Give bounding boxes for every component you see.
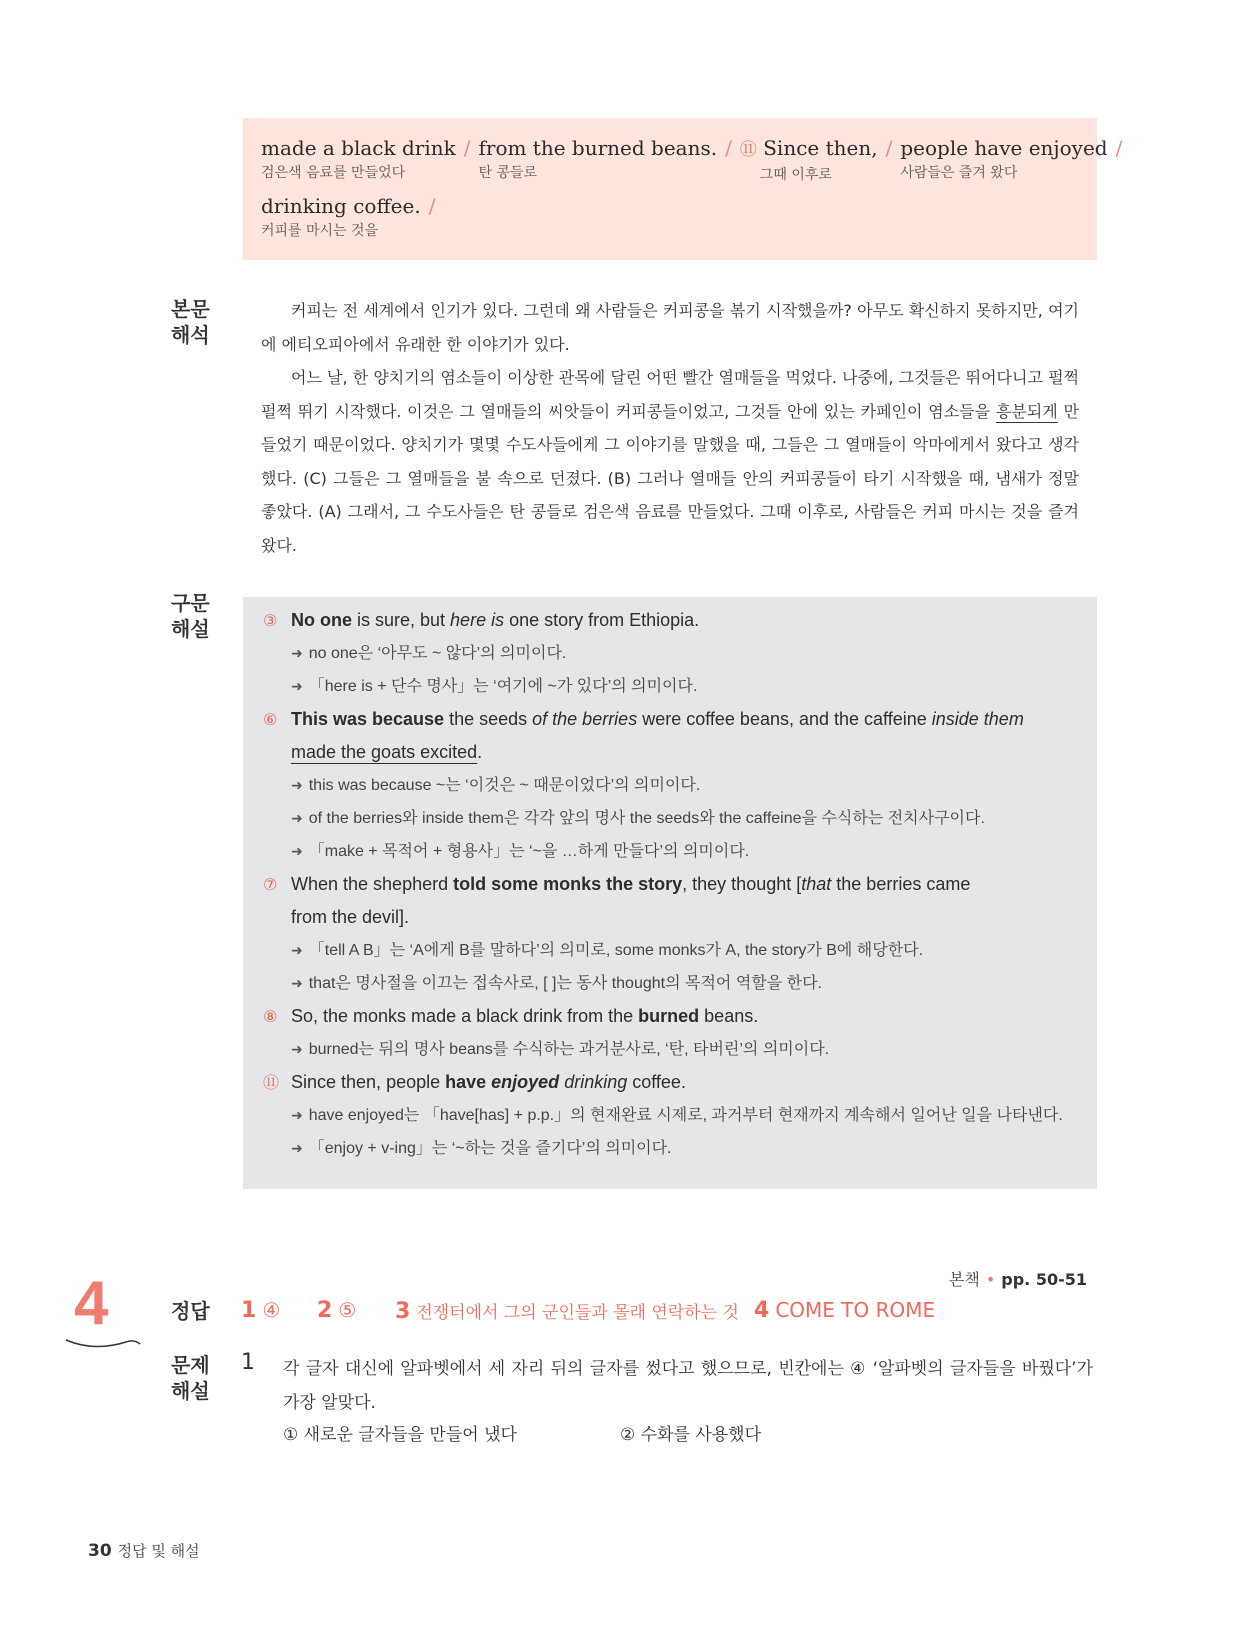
grammar-note: ➜ no one은 ‘아무도 ~ 않다’의 의미이다. <box>291 645 567 662</box>
arrow-icon: ➜ <box>291 942 303 958</box>
page-reference: 본책 • pp. 50-51 <box>948 1270 1087 1289</box>
chunk-1-en: made a black drink <box>261 136 456 160</box>
slash-mark: / <box>463 136 471 160</box>
footer-title: 정답 및 해설 <box>117 1542 200 1560</box>
answer-2: 2 ⑤ <box>317 1298 357 1323</box>
sentence-number: ⑥ <box>263 710 278 729</box>
sentence-number: ⑦ <box>263 875 278 894</box>
chunk-translation-box <box>243 118 1123 260</box>
problem-label-line1: 문제 <box>171 1353 210 1377</box>
bonmun-label-line2: 해석 <box>171 323 210 347</box>
gumun-label-line2: 해설 <box>171 617 210 641</box>
grammar-item-7: ⑦ When the shepherd told some monks the story, they thought [that the berries came from the devil]. <box>263 868 1083 934</box>
slash-mark: / <box>428 194 436 218</box>
translation-paragraph-2: 어느 날, 한 양치기의 염소들이 이상한 관목에 달린 어떤 빨간 열매들을 먹었다. 나중에, 그것들은 뛰어다니고 펄쩍펄쩍 뛰기 시작했다. 이것은 그 열매들의 씨앗들이 커피콩들이었고, 그것들 안에 있는 카페인이 염소들을 흥분되게 만들었기 때문이었다. 양치기가 몇몇 수도사들에게 그 이야기를 말했을 때, 그들은 그 열매들이 악마에게서 왔다고 생각했다. (C) 그들은 그 열매들을 불 속으로 던졌다. (B) 그러나 열매들 안의 커피콩들이 타기 시작했을 때, 냄새가 정말 좋았다. (A) 그래서, 그 수도사들은 탄 콩들로 검은색 음료를 만들었다. 그때 이후로, 사람들은 커피 마시는 것을 즐겨 왔다. <box>261 368 1079 555</box>
arrow-icon: ➜ <box>291 1140 303 1156</box>
chunk-4-ko: 사람들은 즐겨 왔다 <box>900 165 1018 181</box>
underlined-phrase: 흥분되게 <box>995 401 1058 421</box>
arrow-icon: ➜ <box>291 678 303 694</box>
answer-1: 1 ④ <box>241 1298 281 1323</box>
chunk-4 <box>900 134 1130 186</box>
answer-4: 4 COME TO ROME <box>754 1298 936 1323</box>
gumun-label <box>171 590 210 642</box>
bonmun-label <box>171 296 210 348</box>
chunk-1-ko: 검은색 음료를 만들었다 <box>261 165 406 181</box>
question-number: 1 <box>241 1350 255 1375</box>
question-1-explanation: 각 글자 대신에 알파벳에서 세 자리 뒤의 글자를 썼다고 했으므로, 빈칸에는 ④ ‘알파벳의 글자들을 바꿨다’가 가장 알맞다. <box>283 1359 1093 1413</box>
sentence-number: ③ <box>263 611 278 630</box>
grammar-item-11: ⑪ Since then, people have enjoyed drinking coffee. <box>263 1066 1083 1099</box>
grammar-note: ➜ have enjoyed는 「have[has] + p.p.」의 현재완료 시제로, 과거부터 현재까지 계속해서 일어난 일을 나타낸다. <box>291 1107 1063 1124</box>
problem-label <box>171 1352 210 1404</box>
chunk-5-en: drinking coffee. <box>261 194 421 218</box>
arrow-icon: ➜ <box>291 1041 303 1057</box>
grammar-item-3: ③ No one is sure, but here is one story from Ethiopia. <box>263 604 1083 637</box>
grammar-note: ➜ that은 명사절을 이끄는 접속사로, [ ]는 동사 thought의 목적어 역할을 한다. <box>291 975 822 992</box>
chunk-2-ko: 탄 콩들로 <box>478 165 538 181</box>
chunk-5 <box>261 192 443 242</box>
grammar-notes-box <box>243 597 1097 1189</box>
answer-3: 3 전쟁터에서 그의 군인들과 몰래 연락하는 것 <box>395 1299 739 1324</box>
arrow-icon: ➜ <box>291 810 303 826</box>
grammar-note: ➜ 「here is + 단수 명사」는 ‘여기에 ~가 있다’의 의미이다. <box>291 678 698 695</box>
chunk-1 <box>261 134 478 186</box>
bonmun-label-line1: 본문 <box>171 297 210 321</box>
option-2: ② 수화를 사용했다 <box>620 1425 762 1445</box>
arrow-icon: ➜ <box>291 843 303 859</box>
chunk-5-ko: 커피를 마시는 것을 <box>261 223 379 239</box>
bullet-dot-icon: • <box>985 1270 996 1289</box>
grammar-note: ➜ 「tell A B」는 ‘A에게 B를 말하다’의 의미로, some monks가 A, the story가 B에 해당한다. <box>291 942 924 959</box>
chunk-4-en: people have enjoyed <box>900 136 1108 160</box>
grammar-item-6: ⑥ This was because the seeds of the berries were coffee beans, and the caffeine inside them made the goats excited. <box>263 703 1083 769</box>
chunk-3-ko: 그때 이후로 <box>759 167 832 183</box>
arrow-icon: ➜ <box>291 645 303 661</box>
translation-paragraph-1: 커피는 전 세계에서 인기가 있다. 그런데 왜 사람들은 커피콩을 볶기 시작했을까? 아무도 확신하지 못하지만, 여기에 에티오피아에서 유래한 한 이야기가 있다. <box>261 301 1079 354</box>
arrow-icon: ➜ <box>291 1107 303 1123</box>
grammar-note: ➜ burned는 뒤의 명사 beans를 수식하는 과거분사로, ‘탄, 타버린’의 의미이다. <box>291 1041 830 1058</box>
body-translation <box>261 294 1079 562</box>
problem-label-line2: 해설 <box>171 1379 210 1403</box>
section-number: 4 <box>74 1269 109 1338</box>
chunk-line-1 <box>261 134 1130 186</box>
slash-mark: / <box>725 136 732 160</box>
grammar-note: ➜ of the berries와 inside them은 각각 앞의 명사 the seeds와 the caffeine을 수식하는 전치사구이다. <box>291 810 985 827</box>
arrow-icon: ➜ <box>291 975 303 991</box>
grammar-note: ➜ this was because ~는 ‘이것은 ~ 때문이었다’의 의미이다. <box>291 777 701 794</box>
grammar-note: ➜ 「enjoy + v-ing」는 ‘~하는 것을 즐기다’의 의미이다. <box>291 1140 672 1157</box>
option-1: ① 새로운 글자들을 만들어 냈다 <box>283 1425 517 1445</box>
slash-mark: / <box>1115 136 1123 160</box>
chunk-2-en: from the burned beans. <box>478 136 718 160</box>
chunk-line-2 <box>261 192 443 242</box>
page-footer <box>88 1540 200 1561</box>
sentence-number-11: ⑪ <box>739 140 757 160</box>
swoosh-decoration-icon <box>64 1330 144 1352</box>
slash-mark: / <box>885 136 893 160</box>
chunk-3 <box>740 134 900 186</box>
arrow-icon: ➜ <box>291 777 303 793</box>
answer-label: 정답 <box>171 1299 210 1323</box>
chunk-2 <box>478 134 739 186</box>
sentence-number: ⑧ <box>263 1007 278 1026</box>
sentence-number: ⑪ <box>263 1073 280 1092</box>
grammar-item-8: ⑧ So, the monks made a black drink from the burned beans. <box>263 1000 1083 1033</box>
page-number: 30 <box>88 1541 112 1561</box>
chunk-3-en: Since then, <box>763 136 878 160</box>
gumun-label-line1: 구문 <box>171 591 210 615</box>
grammar-note: ➜ 「make + 목적어 + 형용사」는 ‘~을 …하게 만들다’의 의미이다. <box>291 843 750 860</box>
